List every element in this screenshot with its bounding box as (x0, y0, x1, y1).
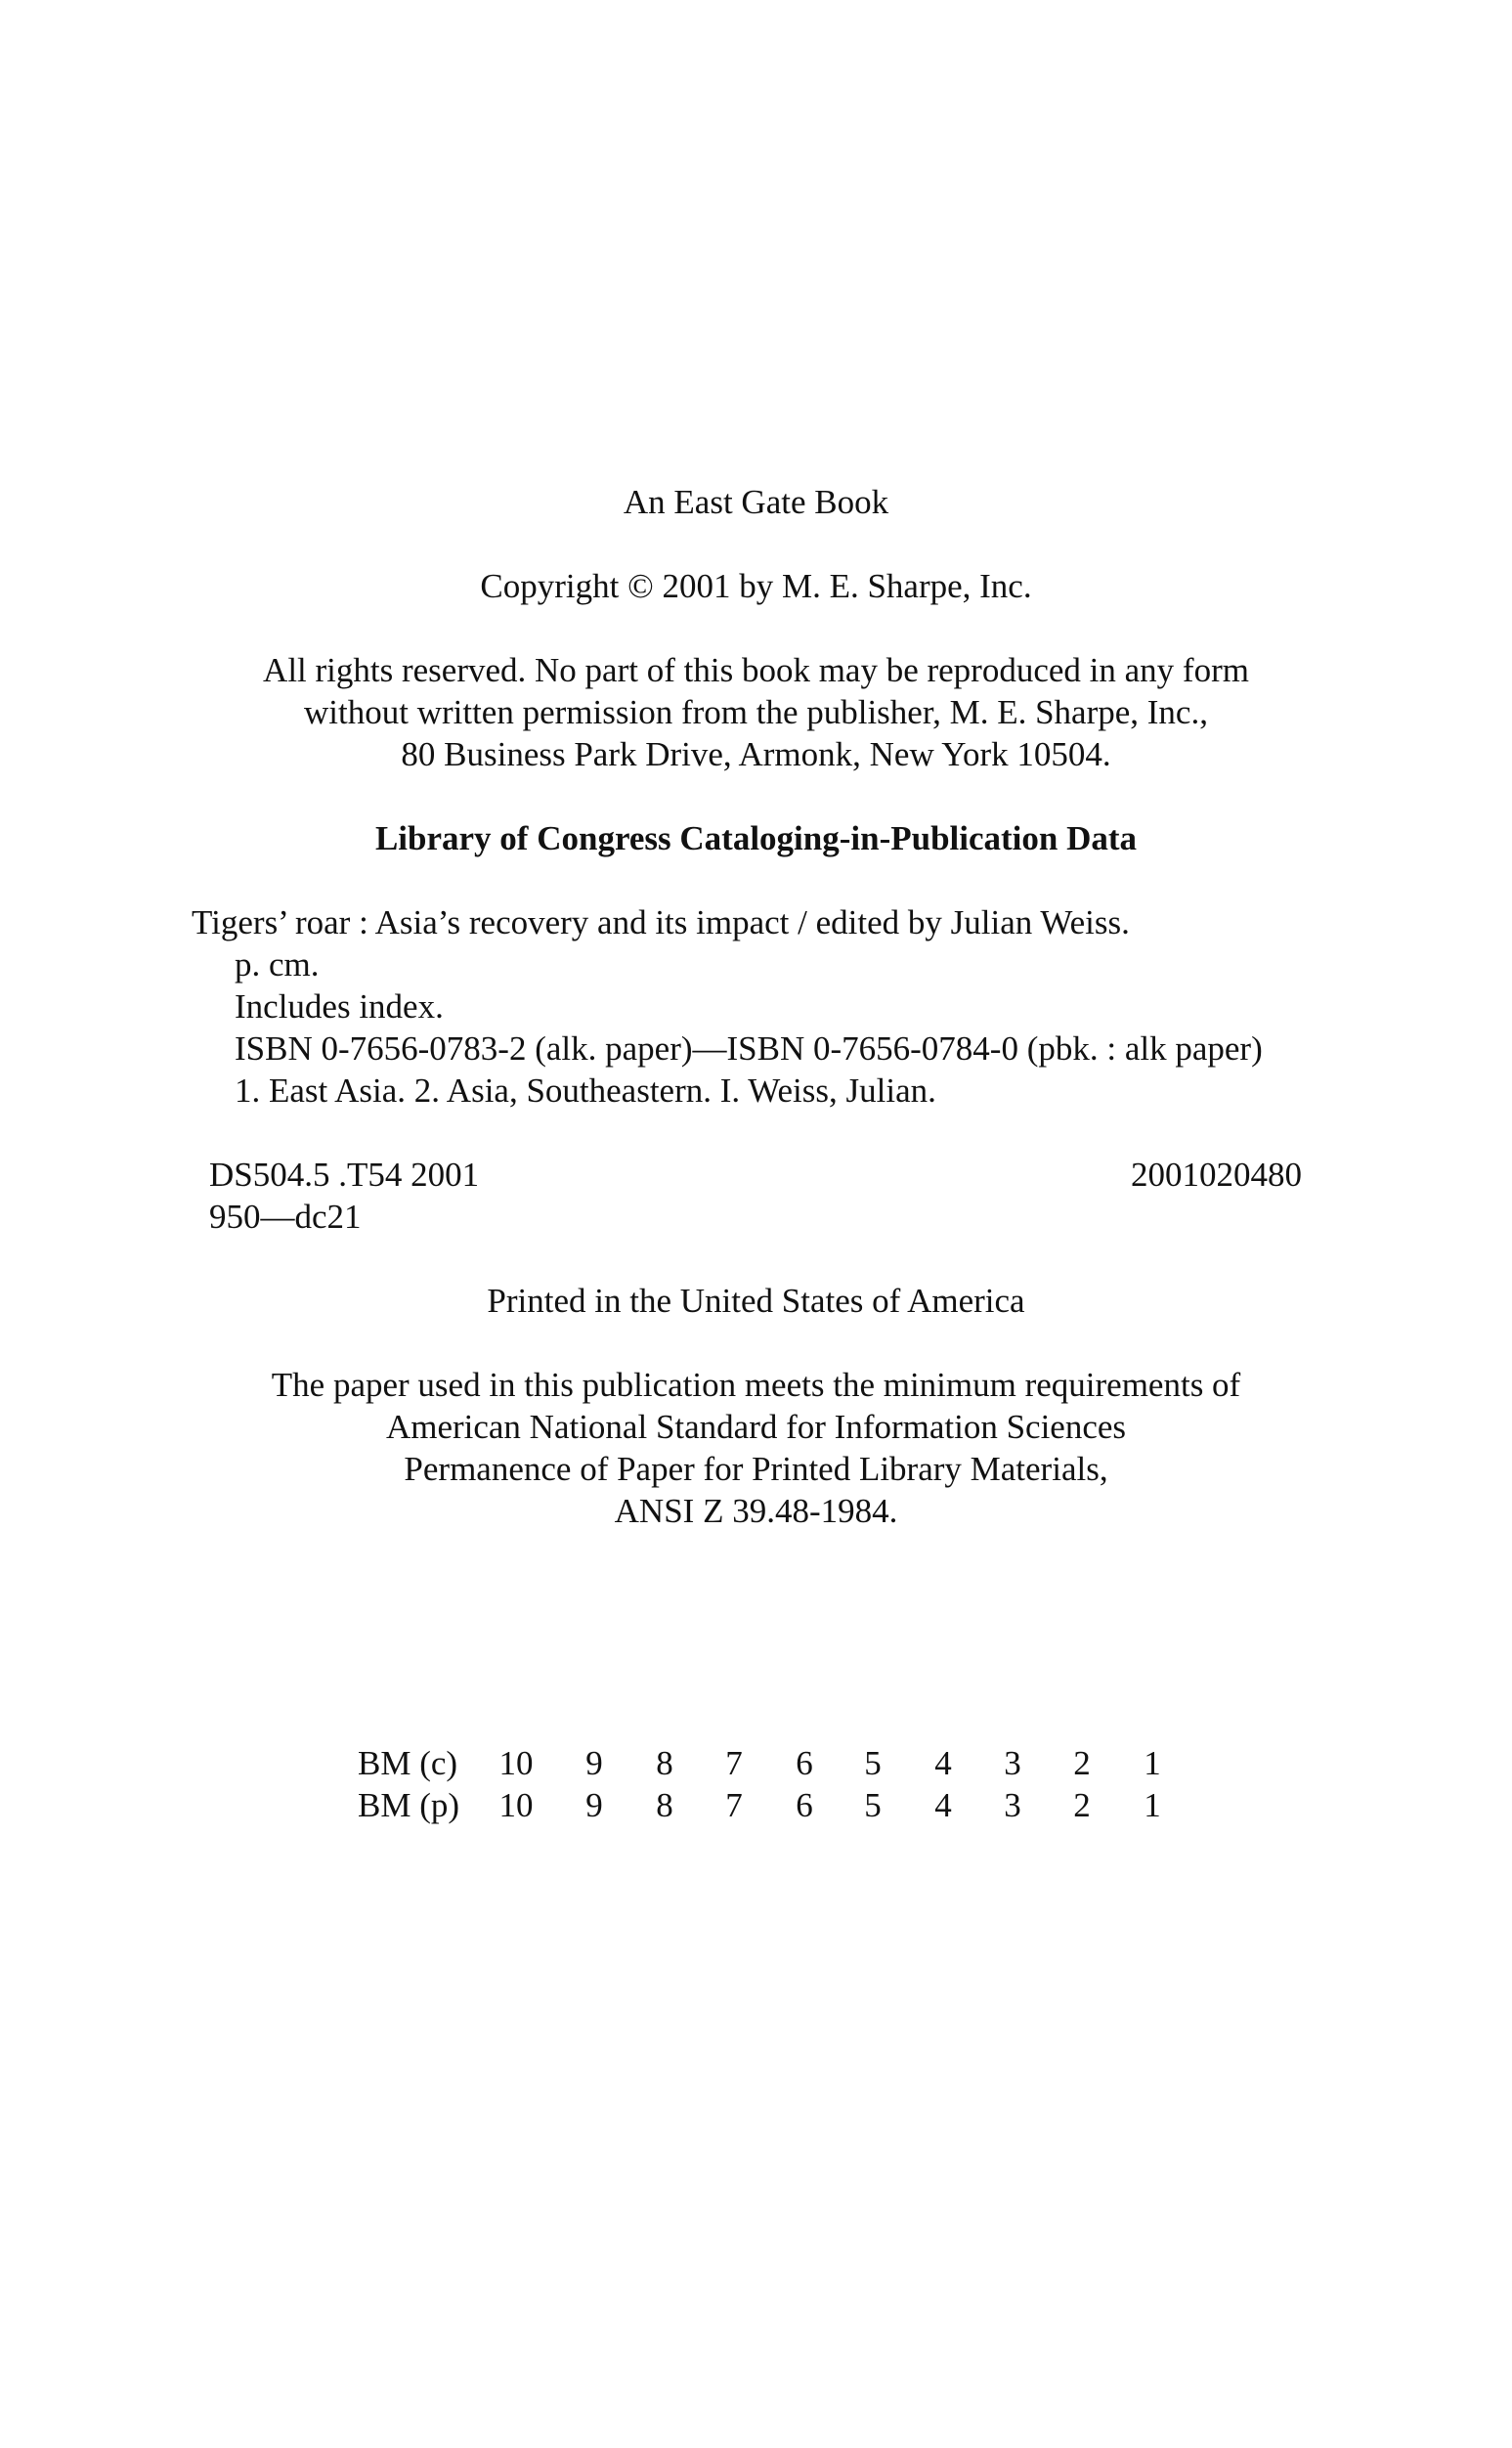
printing-number: 8 (656, 1786, 673, 1824)
rights-line: 80 Business Park Drive, Armonk, New York 10504. (401, 735, 1111, 773)
printing-number: 8 (656, 1744, 673, 1782)
paper-notice-line: The paper used in this publication meets the minimum requirements of (271, 1366, 1241, 1404)
printing-label: BM (c) (358, 1744, 458, 1782)
cip-lccn: 2001020480 (1131, 1156, 1302, 1194)
printing-number: 6 (796, 1786, 813, 1824)
paper-notice-line: American National Standard for Information Sciences (385, 1408, 1127, 1446)
printing-number: 2 (1073, 1786, 1091, 1824)
printing-number: 7 (725, 1786, 743, 1824)
printing-number: 4 (934, 1744, 952, 1782)
printing-line (0, 1742, 1512, 1784)
printing-number: 5 (864, 1744, 882, 1782)
printing-label: BM (p) (358, 1786, 460, 1824)
copyright-line: Copyright © 2001 by M. E. Sharpe, Inc. (480, 567, 1032, 605)
cip-heading: Library of Congress Cataloging-in-Publication Data (374, 819, 1138, 857)
printing-number: 5 (864, 1786, 882, 1824)
printing-number: 1 (1144, 1744, 1161, 1782)
cip-index-line: Includes index. (235, 987, 444, 1026)
printing-number: 10 (498, 1786, 534, 1824)
imprint-line: An East Gate Book (623, 483, 889, 521)
cip-pages-line: p. cm. (235, 945, 320, 984)
cip-dewey: 950—dc21 (209, 1198, 362, 1236)
paper-notice-line: Permanence of Paper for Printed Library Materials, (404, 1450, 1108, 1488)
cip-isbn-line: ISBN 0-7656-0783-2 (alk. paper)—ISBN 0-7656-0784-0 (pbk. : alk paper) (235, 1029, 1263, 1068)
printing-number: 7 (725, 1744, 743, 1782)
cip-subjects-line: 1. East Asia. 2. Asia, Southeastern. I. Weiss, Julian. (235, 1071, 936, 1110)
printed-in-line: Printed in the United States of America (487, 1282, 1025, 1320)
printing-number: 2 (1073, 1744, 1091, 1782)
printing-number: 6 (796, 1744, 813, 1782)
rights-line: without written permission from the publisher, M. E. Sharpe, Inc., (304, 693, 1208, 731)
printing-number: 3 (1004, 1744, 1021, 1782)
printing-line (0, 1784, 1512, 1826)
printing-number: 10 (498, 1744, 534, 1782)
cip-title-line: Tigers’ roar : Asia’s recovery and its impact / edited by Julian Weiss. (192, 903, 1130, 941)
rights-line: All rights reserved. No part of this book may be reproduced in any form (263, 651, 1249, 689)
paper-notice-line: ANSI Z 39.48-1984. (614, 1492, 898, 1530)
printing-number: 9 (585, 1786, 603, 1824)
cip-lc-class: DS504.5 .T54 2001 (209, 1156, 480, 1194)
printing-number: 3 (1004, 1786, 1021, 1824)
printing-number: 1 (1144, 1786, 1161, 1824)
printing-number: 4 (934, 1786, 952, 1824)
printing-number: 9 (585, 1744, 603, 1782)
